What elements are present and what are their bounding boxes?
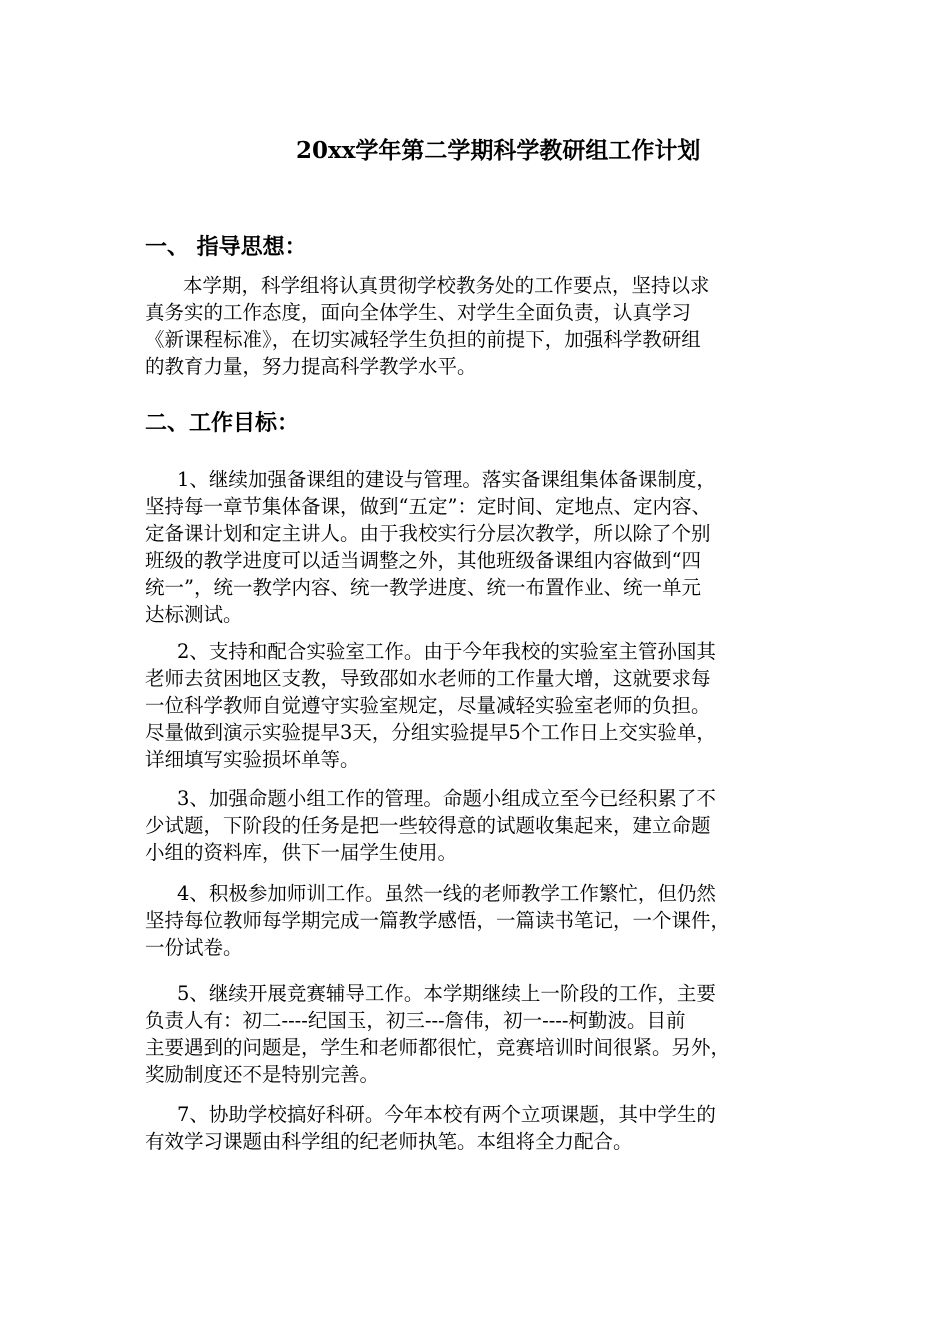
paragraph-line: 2、支持和配合实验室工作。由于今年我校的实验室主管孙国其 (177, 640, 716, 663)
goal-item-7 (145, 1101, 805, 1155)
paragraph-line: 坚持每位教师每学期完成一篇教学感悟，一篇读书笔记，一个课件， (145, 909, 731, 932)
paragraph-line: 负责人有：初二----纪国玉，初三---詹伟，初一----柯勤波。目前 (145, 1009, 686, 1032)
document-title: 20xx学年第二学期科学教研组工作计划 (296, 137, 701, 164)
goal-item-4 (145, 880, 805, 961)
paragraph-line: 达标测试。 (145, 603, 243, 626)
goal-item-5 (145, 980, 805, 1088)
goal-item-1 (145, 466, 805, 628)
paragraph-line: 定备课计划和定主讲人。由于我校实行分层次教学，所以除了个别 (145, 522, 711, 545)
paragraph-line: 小组的资料库，供下一届学生使用。 (145, 841, 458, 864)
section-heading-work-goals: 二、工作目标： (145, 410, 300, 436)
paragraph-line: 有效学习课题由科学组的纪老师执笔。本组将全力配合。 (145, 1130, 633, 1153)
paragraph-line: 《新课程标准》，在切实减轻学生负担的前提下，加强科学教研组 (145, 328, 701, 351)
goal-item-3 (145, 785, 805, 866)
paragraph-line: 5、继续开展竞赛辅导工作。本学期继续上一阶段的工作，主要 (177, 982, 716, 1005)
paragraph-line: 真务实的工作态度，面向全体学生、对学生全面负责，认真学习 (145, 301, 692, 324)
section-heading-guiding-thought: 一、 指导思想： (145, 234, 307, 260)
goal-item-2 (145, 638, 805, 773)
paragraph-line: 7、协助学校搞好科研。今年本校有两个立项课题，其中学生的 (177, 1103, 716, 1126)
paragraph-line: 1、继续加强备课组的建设与管理。落实备课组集体备课制度， (177, 468, 716, 491)
paragraph-line: 一份试卷。 (145, 936, 243, 959)
paragraph-line: 本学期，科学组将认真贯彻学校教务处的工作要点，坚持以求 (183, 274, 710, 297)
paragraph-line: 班级的教学进度可以适当调整之外，其他班级备课组内容做到“四 (145, 549, 701, 572)
paragraph-line: 详细填写实验损坏单等。 (145, 748, 360, 771)
paragraph-line: 的教育力量，努力提高科学教学水平。 (145, 355, 477, 378)
paragraph-line: 一位科学教师自觉遵守实验室规定，尽量减轻实验室老师的负担。 (145, 694, 711, 717)
paragraph-line: 老师去贫困地区支教，导致邵如水老师的工作量大增，这就要求每 (145, 667, 711, 690)
paragraph-line: 少试题，下阶段的任务是把一些较得意的试题收集起来，建立命题 (145, 814, 711, 837)
paragraph-line: 统一”，统一教学内容、统一教学进度、统一布置作业、统一单元 (145, 576, 701, 599)
paragraph-line: 尽量做到演示实验提早3天，分组实验提早5个工作日上交实验单， (145, 721, 716, 744)
paragraph-guiding-thought (145, 272, 805, 380)
paragraph-line: 4、积极参加师训工作。虽然一线的老师教学工作繁忙，但仍然 (177, 882, 716, 905)
paragraph-line: 坚持每一章节集体备课，做到“五定”：定时间、定地点、定内容、 (145, 495, 711, 518)
paragraph-line: 3、加强命题小组工作的管理。命题小组成立至今已经积累了不 (177, 787, 716, 810)
paragraph-line: 奖励制度还不是特别完善。 (145, 1063, 380, 1086)
paragraph-line: 主要遇到的问题是，学生和老师都很忙，竞赛培训时间很紧。另外， (145, 1036, 731, 1059)
